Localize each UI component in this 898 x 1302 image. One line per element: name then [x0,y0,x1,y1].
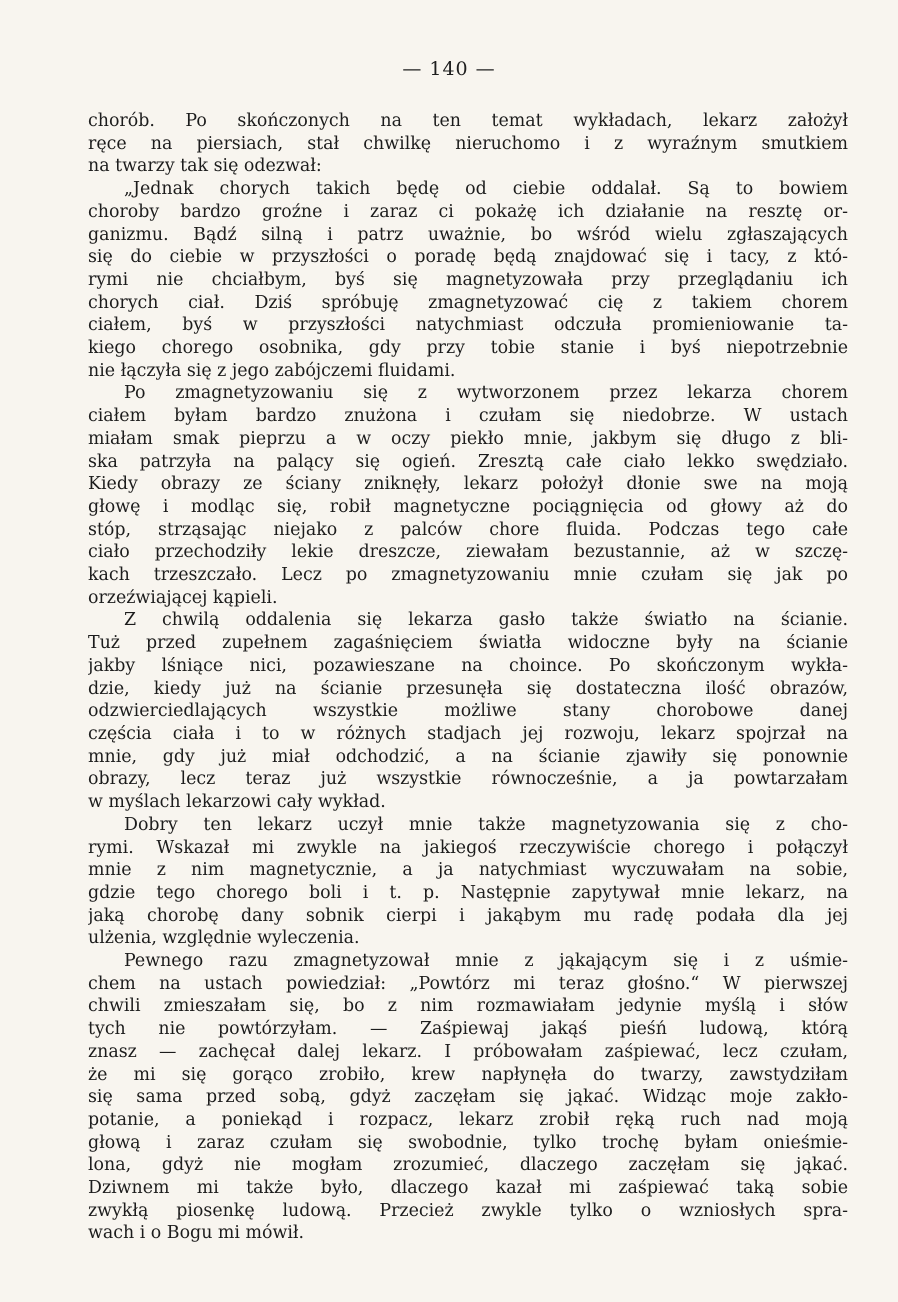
text-line: zwykłą piosenkę ludową. Przecież zwykle tylko o wzniosłych spra- [88,1200,848,1221]
text-line: chorych ciał. Dziś spróbuję zmagnetyzować cię z takiem chorem [88,292,848,313]
body-text [88,110,848,1245]
text-line: w myślach lekarzowi cały wykład. [88,792,386,813]
text-line: dzie, kiedy już na ścianie przesunęła się dostateczna ilość obrazów, [88,678,848,699]
text-line: chorób. Po skończonych na ten temat wykładach, lekarz założył [88,111,848,131]
text-line: chem na ustach powiedział: „Powtórz mi teraz głośno.“ W pierwszej [88,973,848,994]
text-line: Z chwilą oddalenia się lekarza gasło także światło na ścianie. [124,610,848,631]
text-line: na twarzy tak się odezwał: [88,156,322,177]
text-line: „Jednak chorych takich będę od ciebie oddalał. Są to bowiem [124,179,848,200]
text-line: Dobry ten lekarz uczył mnie także magnetyzowania się z cho- [124,814,848,835]
text-line: lona, gdyż nie mogłam zrozumieć, dlaczego zaczęłam się jąkać. [88,1155,848,1176]
text-line: Dziwnem mi także było, dlaczego kazał mi zaśpiewać taką sobie [88,1178,848,1199]
paragraph [88,814,848,950]
text-line: tych nie powtórzyłam. — Zaśpiewaj jakąś pieśń ludową, którą [88,1019,848,1040]
text-line: mnie, gdy już miał odchodzić, a na ścianie zjawiły się ponownie [88,746,848,767]
text-line: Po zmagnetyzowaniu się z wytworzonem przez lekarza chorem [124,383,848,404]
paragraph [88,609,848,813]
paragraph [88,178,848,382]
text-line: choroby bardzo groźne i zaraz ci pokażę ich działanie na resztę or- [88,201,848,222]
text-line: gdzie tego chorego boli i t. p. Następnie zapytywał mnie lekarz, na [88,882,848,903]
text-line: Pewnego razu zmagnetyzował mnie z jąkającym się i z uśmie- [124,951,848,972]
paragraph [88,950,848,1245]
text-line: jakby lśniące nici, pozawieszane na choince. Po skończonym wykła- [88,655,848,676]
text-line: kach trzeszczało. Lecz po zmagnetyzowaniu mnie czułam się jak po [88,565,848,586]
text-line: ciało przechodziły lekie dreszcze, ziewałam bezustannie, aż w szczę- [88,542,848,563]
text-line: ganizmu. Bądź silną i patrz uważnie, bo wśród wielu zgłaszających [88,224,848,245]
text-line: częścia ciała i to w różnych stadjach jej rozwoju, lekarz spojrzał na [88,723,848,744]
text-line: głowę i modląc się, robił magnetyczne pociągnięcia od głowy aż do [88,496,848,517]
text-line: znasz — zachęcał dalej lekarz. I próbowałam zaśpiewać, lecz czułam, [88,1041,848,1062]
text-line: kiego chorego osobnika, gdy przy tobie stanie i byś niepotrzebnie [88,338,848,359]
text-line: ręce na piersiach, stał chwilkę nieruchomo i z wyraźnym smutkiem [88,133,848,154]
text-line: wach i o Bogu mi mówił. [88,1223,305,1244]
text-line: ciałem, byś w przyszłości natychmiast odczuła promieniowanie ta- [88,315,848,336]
text-line: ciałem byłam bardzo znużona i czułam się niedobrze. W ustach [88,406,848,427]
text-line: Kiedy obrazy ze ściany zniknęły, lekarz położył dłonie swe na moją [88,474,848,495]
text-line: głową i zaraz czułam się swobodnie, tylko trochę byłam onieśmie- [88,1132,848,1153]
text-line: potanie, a poniekąd i rozpacz, lekarz zrobił ręką ruch nad moją [88,1109,848,1130]
text-line: ska patrzyła na palący się ogień. Zresztą całe ciało lekko swędziało. [88,451,848,472]
text-line: orzeźwiającej kąpieli. [88,587,278,608]
text-line: odzwierciedlających wszystkie możliwe stany chorobowe danej [88,701,848,722]
paragraph [88,382,848,609]
text-line: miałam smak pieprzu a w oczy piekło mnie, jakbym się długo z bli- [88,428,848,449]
text-line: się sama przed sobą, gdyż zaczęłam się jąkać. Widząc moje zakło- [88,1087,848,1108]
text-line: chwili zmieszałam się, bo z nim rozmawiałam jedynie myślą i słów [88,996,848,1017]
text-line: nie łączyła się z jego zabójczemi fluidami. [88,360,456,381]
text-line: obrazy, lecz teraz już wszystkie równocześnie, a ja powtarzałam [88,769,848,790]
text-line: mnie z nim magnetycznie, a ja natychmiast wyczuwałam na sobie, [88,860,848,881]
text-line: że mi się gorąco zrobiło, krew napłynęła do twarzy, zawstydziłam [88,1064,848,1085]
text-line: stóp, strząsając niejako z palców chore fluida. Podczas tego całe [88,519,848,540]
text-line: rymi. Wskazał mi zwykle na jakiegoś rzeczywiście chorego i połączył [88,837,848,858]
text-line: jaką chorobę dany sobnik cierpi i jakąbym mu radę podała dla jej [88,905,848,926]
text-line: Tuż przed zupełnem zagaśnięciem światła widoczne były na ścianie [88,633,848,654]
paragraph [88,110,848,178]
text-line: się do ciebie w przyszłości o poradę będą znajdować się i tacy, z któ- [88,247,848,268]
page-number: — 140 — [402,58,496,80]
text-line: ulżenia, względnie wyleczenia. [88,928,360,949]
text-line: rymi nie chciałbym, byś się magnetyzowała przy przeglądaniu ich [88,269,848,290]
